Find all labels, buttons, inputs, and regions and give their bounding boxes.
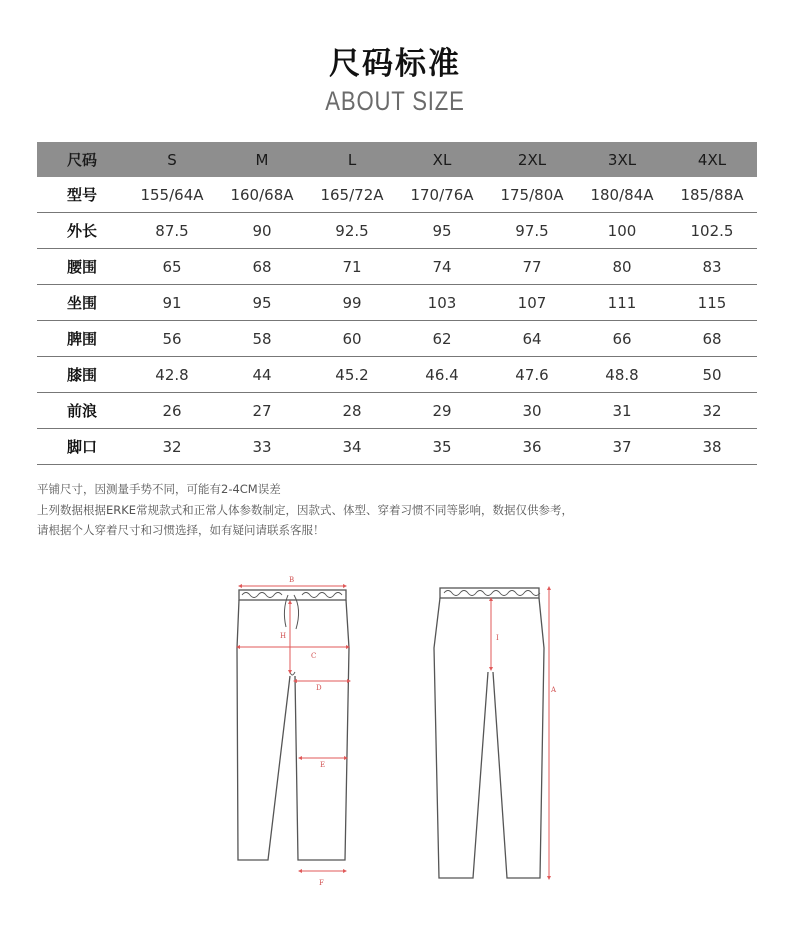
table-cell: 74 <box>397 249 487 285</box>
column-header: 尺码 <box>37 142 127 177</box>
front-letters <box>280 576 325 887</box>
table-cell: 111 <box>577 285 667 321</box>
table-row <box>37 177 757 213</box>
table-cell: 160/68A <box>217 177 307 213</box>
table-row <box>37 393 757 429</box>
size-notes <box>37 479 757 541</box>
front-waistband <box>239 590 346 600</box>
table-cell: 100 <box>577 213 667 249</box>
table-cell: 32 <box>667 393 757 429</box>
row-label: 腰围 <box>37 249 127 285</box>
table-cell: 26 <box>127 393 217 429</box>
front-fly <box>290 600 295 675</box>
table-cell: 155/64A <box>127 177 217 213</box>
column-header: 3XL <box>577 142 667 177</box>
row-label: 外长 <box>37 213 127 249</box>
row-label: 脾围 <box>37 321 127 357</box>
front-view <box>237 590 349 860</box>
table-cell: 170/76A <box>397 177 487 213</box>
table-cell: 77 <box>487 249 577 285</box>
table-cell: 180/84A <box>577 177 667 213</box>
table-cell: 95 <box>217 285 307 321</box>
table-cell: 65 <box>127 249 217 285</box>
table-cell: 45.2 <box>307 357 397 393</box>
page-title: 尺码标准 <box>329 46 461 82</box>
table-cell: 115 <box>667 285 757 321</box>
row-label: 膝围 <box>37 357 127 393</box>
table-cell: 64 <box>487 321 577 357</box>
back-right-leg <box>493 598 544 878</box>
table-cell: 33 <box>217 429 307 465</box>
table-row <box>37 213 757 249</box>
table-cell: 83 <box>667 249 757 285</box>
front-waist-gathers <box>242 593 342 598</box>
table-cell: 68 <box>217 249 307 285</box>
table-cell: 34 <box>307 429 397 465</box>
table-cell: 37 <box>577 429 667 465</box>
table-cell: 32 <box>127 429 217 465</box>
table-cell: 50 <box>667 357 757 393</box>
table-cell: 97.5 <box>487 213 577 249</box>
table-cell: 42.8 <box>127 357 217 393</box>
table-cell: 58 <box>217 321 307 357</box>
table-row <box>37 429 757 465</box>
table-cell: 27 <box>217 393 307 429</box>
row-label: 脚口 <box>37 429 127 465</box>
table-cell: 175/80A <box>487 177 577 213</box>
back-waist-gathers <box>444 591 540 596</box>
table-cell: 36 <box>487 429 577 465</box>
table-cell: 99 <box>307 285 397 321</box>
table-header-row <box>37 142 757 177</box>
letter-c: C <box>311 652 317 660</box>
table-cell: 35 <box>397 429 487 465</box>
table-row <box>37 357 757 393</box>
back-left-leg <box>434 598 488 878</box>
table-cell: 80 <box>577 249 667 285</box>
page-subtitle: ABOUT SIZE <box>325 86 465 116</box>
letter-e: E <box>320 761 326 769</box>
table-cell: 107 <box>487 285 577 321</box>
table-cell: 87.5 <box>127 213 217 249</box>
table-cell: 68 <box>667 321 757 357</box>
table-cell: 103 <box>397 285 487 321</box>
note-line: 上列数据根据ERKE常规款式和正常人体参数制定，因款式、体型、穿着习惯不同等影响，数据仅供参考， <box>37 502 574 517</box>
table-row <box>37 285 757 321</box>
note-line: 平铺尺寸，因测量手势不同，可能有2-4CM误差 <box>37 482 281 496</box>
back-letters <box>496 634 557 694</box>
table-cell: 29 <box>397 393 487 429</box>
table-cell: 185/88A <box>667 177 757 213</box>
table-cell: 28 <box>307 393 397 429</box>
column-header: XL <box>397 142 487 177</box>
front-right-leg <box>295 600 349 860</box>
table-cell: 90 <box>217 213 307 249</box>
table-cell: 46.4 <box>397 357 487 393</box>
table-cell: 44 <box>217 357 307 393</box>
table-cell: 71 <box>307 249 397 285</box>
back-view <box>434 588 544 878</box>
letter-i: I <box>496 634 499 642</box>
table-row <box>37 321 757 357</box>
size-chart-table <box>37 142 757 465</box>
table-cell: 56 <box>127 321 217 357</box>
column-header: L <box>307 142 397 177</box>
column-header: S <box>127 142 217 177</box>
table-cell: 38 <box>667 429 757 465</box>
front-measurements <box>238 586 349 871</box>
row-label: 前浪 <box>37 393 127 429</box>
table-cell: 165/72A <box>307 177 397 213</box>
row-label: 坐围 <box>37 285 127 321</box>
note-line: 请根据个人穿着尺寸和习惯选择，如有疑问请联系客服！ <box>37 523 325 537</box>
table-cell: 62 <box>397 321 487 357</box>
table-row <box>37 249 757 285</box>
letter-f: F <box>319 879 324 887</box>
table-cell: 31 <box>577 393 667 429</box>
table-cell: 102.5 <box>667 213 757 249</box>
pants-measurement-diagram <box>200 568 580 893</box>
table-cell: 95 <box>397 213 487 249</box>
letter-d: D <box>316 684 322 692</box>
table-cell: 30 <box>487 393 577 429</box>
row-label: 型号 <box>37 177 127 213</box>
table-cell: 60 <box>307 321 397 357</box>
letter-b: B <box>289 576 295 584</box>
table-cell: 92.5 <box>307 213 397 249</box>
table-cell: 47.6 <box>487 357 577 393</box>
column-header: 2XL <box>487 142 577 177</box>
table-cell: 48.8 <box>577 357 667 393</box>
letter-h: H <box>280 632 287 640</box>
column-header: M <box>217 142 307 177</box>
column-header: 4XL <box>667 142 757 177</box>
table-cell: 66 <box>577 321 667 357</box>
letter-a: A <box>551 686 557 694</box>
table-cell: 91 <box>127 285 217 321</box>
